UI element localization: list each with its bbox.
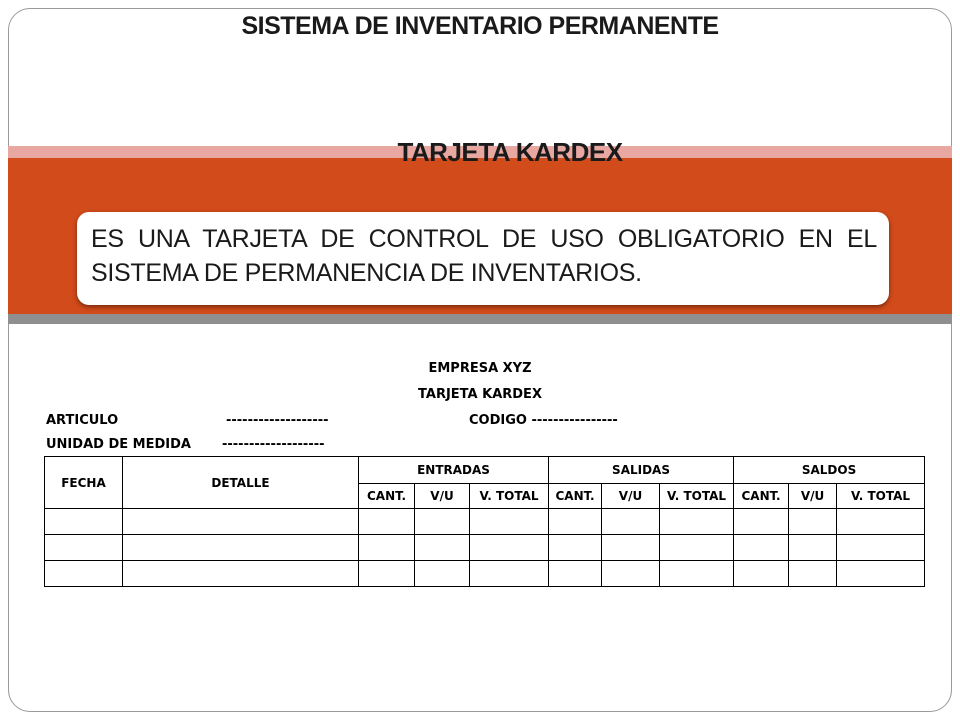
- table-cell: [359, 535, 415, 561]
- table-cell: [123, 535, 359, 561]
- table-cell: [359, 561, 415, 587]
- unidad-label: UNIDAD DE MEDIDA: [46, 437, 191, 452]
- table-cell: [45, 509, 123, 535]
- table-cell: [602, 509, 660, 535]
- slide-title: SISTEMA DE INVENTARIO PERMANENTE: [241, 12, 719, 40]
- table-cell: [549, 509, 602, 535]
- articulo-label: ARTICULO: [46, 413, 119, 428]
- table-cell: [660, 561, 734, 587]
- table-header-row: [45, 457, 925, 484]
- card-title: TARJETA KARDEX: [418, 387, 542, 402]
- table-cell: [837, 509, 925, 535]
- header-entradas: ENTRADAS: [359, 457, 549, 484]
- table-cell: [359, 509, 415, 535]
- saldos-cant: CANT.: [734, 484, 789, 509]
- salidas-vu: V/U: [602, 484, 660, 509]
- salidas-vtotal: V. TOTAL: [660, 484, 734, 509]
- table-cell: [415, 535, 470, 561]
- header-salidas: SALIDAS: [549, 457, 734, 484]
- table-row: [45, 509, 925, 535]
- table-cell: [837, 561, 925, 587]
- table-cell: [45, 561, 123, 587]
- table-cell: [123, 509, 359, 535]
- salidas-cant: CANT.: [549, 484, 602, 509]
- table-cell: [660, 509, 734, 535]
- entradas-cant: CANT.: [359, 484, 415, 509]
- table-cell: [789, 509, 837, 535]
- header-saldos: SALDOS: [734, 457, 925, 484]
- codigo-label: [469, 413, 618, 428]
- unidad-value: -------------------: [222, 437, 325, 452]
- table-cell: [415, 509, 470, 535]
- table-cell: [415, 561, 470, 587]
- saldos-vtotal: V. TOTAL: [837, 484, 925, 509]
- table-cell: [734, 535, 789, 561]
- header-fecha: FECHA: [45, 457, 123, 509]
- table-row: [45, 535, 925, 561]
- table-cell: [470, 509, 549, 535]
- table-cell: [602, 535, 660, 561]
- header-detalle: DETALLE: [123, 457, 359, 509]
- table-cell: [734, 509, 789, 535]
- entradas-vtotal: V. TOTAL: [470, 484, 549, 509]
- codigo-value: ----------------: [531, 413, 618, 428]
- table-cell: [549, 561, 602, 587]
- table-cell: [789, 561, 837, 587]
- table-cell: [789, 535, 837, 561]
- kardex-table: [44, 456, 925, 587]
- articulo-value: -------------------: [226, 413, 329, 428]
- table-row: [45, 561, 925, 587]
- slide-subtitle: TARJETA KARDEX: [397, 137, 623, 167]
- table-cell: [470, 535, 549, 561]
- definition-text: ES UNA TARJETA DE CONTROL DE USO OBLIGATORIO EN EL SISTEMA DE PERMANENCIA DE INVENTARIOS.: [91, 225, 877, 287]
- table-cell: [837, 535, 925, 561]
- table-cell: [660, 535, 734, 561]
- table-cell: [470, 561, 549, 587]
- company-name: EMPRESA XYZ: [428, 361, 532, 376]
- codigo-label-text: CODIGO: [469, 413, 527, 428]
- table-cell: [602, 561, 660, 587]
- entradas-vu: V/U: [415, 484, 470, 509]
- table-cell: [45, 535, 123, 561]
- table-cell: [123, 561, 359, 587]
- table-cell: [734, 561, 789, 587]
- saldos-vu: V/U: [789, 484, 837, 509]
- table-cell: [549, 535, 602, 561]
